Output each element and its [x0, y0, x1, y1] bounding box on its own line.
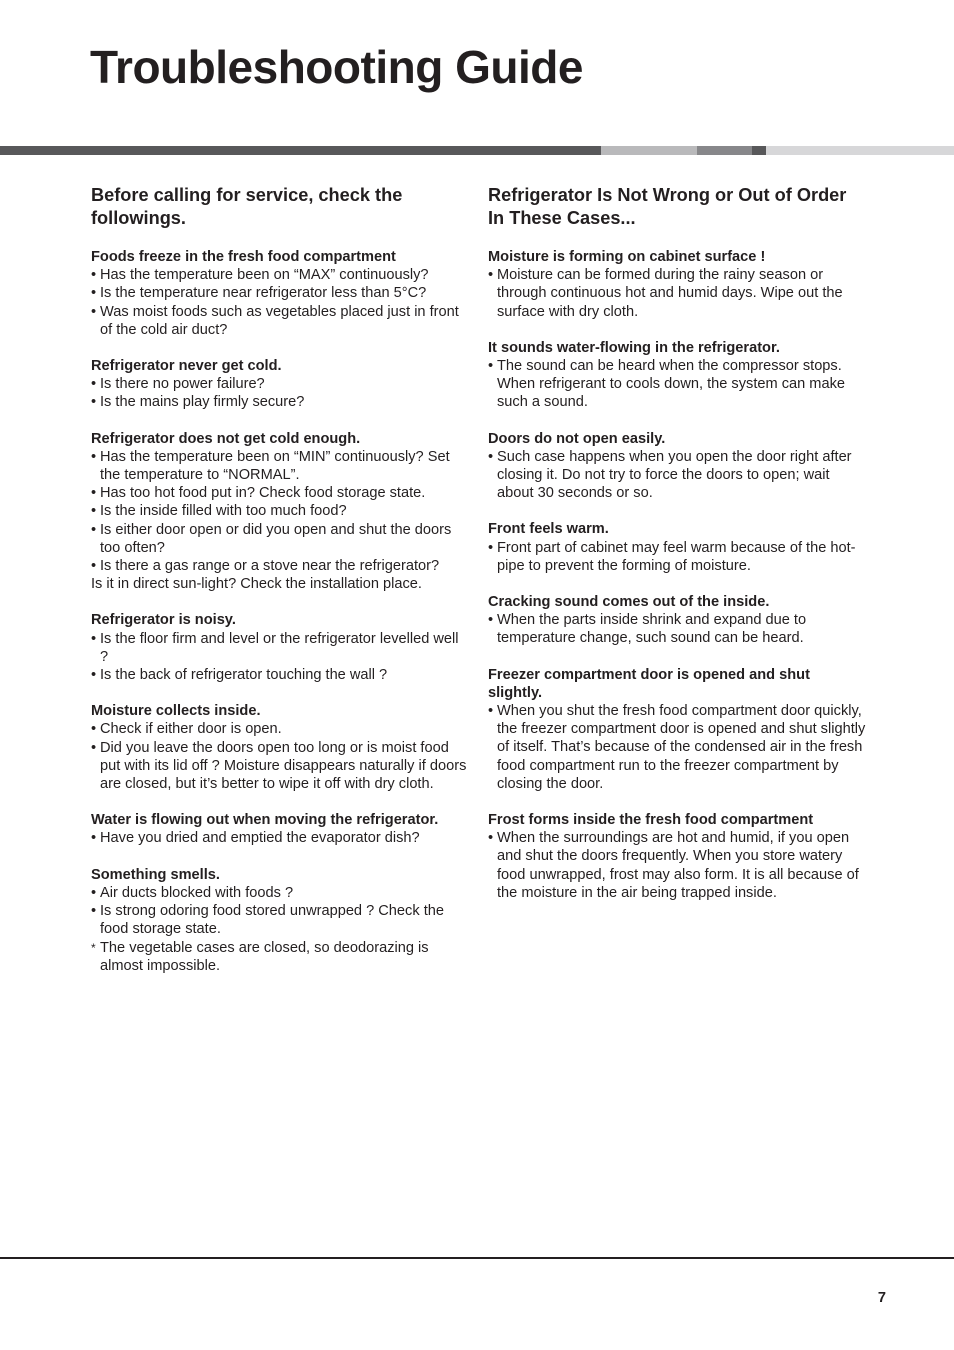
bullet-item	[91, 630, 469, 666]
troubleshooting-section	[488, 520, 866, 575]
bullet-text: The sound can be heard when the compressor stops. When refrigerant to cools down, the system can make such a sound.	[497, 358, 845, 411]
bullet-item	[91, 284, 469, 302]
bullet-text: Did you leave the doors open too long or is moist food put with its lid off ? Moisture disappears naturally if doors are closed, but it’s better to wipe it off with dry cloth.	[100, 739, 467, 793]
bullet-list	[488, 448, 866, 503]
bullet-list	[488, 702, 866, 793]
section-title: Foods freeze in the fresh food compartment	[91, 249, 396, 265]
bullet-marker: •	[91, 503, 97, 520]
bullet-item	[488, 702, 866, 793]
troubleshooting-section	[91, 702, 469, 793]
bullet-list	[91, 630, 469, 685]
bullet-text: When you shut the fresh food compartment door quickly, the freezer compartment door is opened and shut slightly of itself. That’s because of the condensed air in the fresh food compartment run to the freezer compartment by closing the door.	[497, 703, 866, 792]
bullet-item	[91, 557, 469, 575]
bullet-list	[488, 829, 866, 902]
bullet-item	[91, 739, 469, 794]
troubleshooting-section	[488, 430, 866, 503]
left-column	[91, 184, 469, 993]
bullet-text: When the surroundings are hot and humid, if you open and shut the doors frequently. When you store watery food unwrapped, frost may also form. It is all because of the moisture in the air being trapped inside.	[497, 830, 859, 901]
bullet-marker: •	[91, 739, 97, 756]
bullet-marker: •	[91, 830, 97, 847]
section-title: Front feels warm.	[488, 521, 609, 538]
header-rule-segment	[752, 146, 766, 155]
bullet-text: Is the floor firm and level or the refrigerator levelled well ?	[100, 630, 459, 665]
troubleshooting-section	[91, 611, 469, 684]
bullet-marker: •	[488, 612, 494, 629]
bullet-marker: •	[91, 267, 97, 284]
right-sections	[488, 248, 866, 902]
section-title: Cracking sound comes out of the inside.	[488, 594, 770, 611]
bullet-item	[488, 611, 866, 647]
section-title: Doors do not open easily.	[488, 430, 666, 447]
bullet-marker: •	[91, 521, 97, 538]
bullet-list	[488, 539, 866, 575]
bullet-item	[91, 720, 469, 738]
bullet-text: Air ducts blocked with foods ?	[100, 884, 294, 901]
bullet-text: Have you dried and emptied the evaporator dish?	[100, 830, 420, 847]
bullet-item	[488, 357, 866, 412]
bullet-item	[91, 393, 469, 411]
bullet-marker: •	[91, 558, 97, 575]
bullet-item	[91, 448, 469, 484]
page-number: 7	[877, 1290, 886, 1306]
bullet-marker: •	[91, 721, 97, 738]
bullet-item	[91, 484, 469, 502]
section-title: Something smells.	[91, 866, 220, 883]
bullet-marker: •	[91, 884, 97, 901]
header-rule-segment	[601, 146, 697, 155]
bullet-item	[488, 266, 866, 321]
bullet-text: Is the back of refrigerator touching the wall ?	[100, 667, 388, 684]
continuation-text: Is it in direct sun-light? Check the installation place.	[91, 576, 422, 593]
bullet-marker: •	[91, 285, 97, 302]
troubleshooting-section	[91, 866, 469, 975]
bullet-text: Is there no power failure?	[100, 376, 265, 393]
section-title: Moisture collects inside.	[91, 703, 261, 720]
bullet-list	[91, 720, 469, 793]
bullet-list	[91, 829, 469, 847]
bullet-marker: •	[488, 267, 494, 284]
bullet-list	[91, 375, 469, 411]
troubleshooting-section	[91, 430, 469, 594]
asterisk-marker: *	[91, 940, 96, 955]
bullet-text: Such case happens when you open the door right after closing it. Do not try to force the doors to open; wait about 30 seconds or so.	[497, 448, 852, 502]
left-sections	[91, 248, 469, 975]
bullet-item	[488, 448, 866, 503]
bullet-marker: •	[91, 394, 97, 411]
bullet-item	[91, 303, 469, 339]
bullet-text: Has the temperature been on “MAX” continuously?	[100, 267, 429, 284]
footnote-text: The vegetable cases are closed, so deodorazing is almost impossible.	[100, 939, 429, 974]
header-rule-segment	[697, 146, 752, 155]
bullet-item	[91, 884, 469, 902]
bullet-text: When the parts inside shrink and expand due to temperature change, such sound can be heard.	[497, 612, 807, 647]
footnote	[91, 939, 469, 975]
section-title: It sounds water-flowing in the refrigerator.	[488, 339, 780, 356]
section-title: Refrigerator never get cold.	[91, 358, 282, 375]
troubleshooting-section	[91, 811, 469, 847]
troubleshooting-section	[91, 248, 469, 339]
bullet-list	[488, 357, 866, 412]
section-title: Refrigerator does not get cold enough.	[91, 430, 361, 447]
header-rule-segment	[766, 146, 954, 155]
bullet-text: Moisture can be formed during the rainy season or through continuous hot and humid days. Wipe out the surface with dry cloth.	[497, 267, 843, 320]
bullet-marker: •	[488, 358, 494, 375]
right-column	[488, 184, 866, 920]
bullet-item	[91, 266, 469, 284]
bullet-marker: •	[91, 376, 97, 393]
troubleshooting-section	[488, 248, 866, 321]
bullet-list	[488, 611, 866, 647]
right-column-heading: Refrigerator Is Not Wrong or Out of Order In These Cases...	[488, 185, 847, 228]
troubleshooting-section	[488, 666, 866, 793]
bullet-marker: •	[488, 703, 494, 720]
section-title: Moisture is forming on cabinet surface !	[488, 249, 766, 265]
bullet-marker: •	[91, 448, 97, 465]
bullet-marker: •	[91, 903, 97, 920]
page-title: Troubleshooting Guide	[90, 41, 583, 93]
bullet-list	[91, 448, 469, 575]
troubleshooting-section	[488, 593, 866, 648]
section-title: Water is flowing out when moving the refrigerator.	[91, 812, 439, 829]
bullet-item	[91, 502, 469, 520]
bullet-text: Has the temperature been on “MIN” continuously? Set the temperature to “NORMAL”.	[100, 448, 450, 484]
bullet-item	[91, 902, 469, 938]
bullet-item	[488, 539, 866, 575]
bullet-item	[91, 666, 469, 684]
bullet-text: Was moist foods such as vegetables placed just in front of the cold air duct?	[100, 303, 459, 338]
troubleshooting-section	[488, 811, 866, 902]
bullet-item	[91, 375, 469, 393]
section-title: Refrigerator is noisy.	[91, 612, 236, 629]
bullet-text: Front part of cabinet may feel warm because of the hot-pipe to prevent the forming of moisture.	[497, 539, 856, 574]
bullet-text: Is the inside filled with too much food?	[100, 503, 347, 520]
bullet-marker: •	[91, 630, 97, 647]
bullet-list	[91, 884, 469, 939]
bullet-text: Check if either door is open.	[100, 721, 282, 738]
bullet-marker: •	[91, 303, 97, 320]
left-column-heading: Before calling for service, check the followings.	[91, 185, 403, 228]
bullet-item	[488, 829, 866, 902]
bullet-marker: •	[488, 448, 494, 465]
bullet-list	[488, 266, 866, 321]
bullet-item	[91, 829, 469, 847]
bullet-text: Has too hot food put in? Check food storage state.	[100, 485, 426, 502]
header-rule-segment	[0, 146, 601, 155]
bullet-text: Is the mains play firmly secure?	[100, 394, 305, 411]
bullet-marker: •	[488, 539, 494, 556]
footer-rule	[0, 1257, 954, 1259]
bullet-text: Is either door open or did you open and shut the doors too often?	[100, 521, 452, 556]
section-title: Frost forms inside the fresh food compartment	[488, 812, 814, 829]
bullet-item	[91, 521, 469, 557]
bullet-text: Is strong odoring food stored unwrapped ? Check the food storage state.	[100, 903, 444, 938]
troubleshooting-section	[91, 357, 469, 412]
bullet-text: Is the temperature near refrigerator less than 5°C?	[100, 285, 427, 302]
bullet-text: Is there a gas range or a stove near the refrigerator?	[100, 558, 440, 575]
troubleshooting-section	[488, 339, 866, 412]
bullet-marker: •	[488, 830, 494, 847]
bullet-marker: •	[91, 485, 97, 502]
bullet-list	[91, 266, 469, 339]
bullet-marker: •	[91, 667, 97, 684]
section-title: Freezer compartment door is opened and shut slightly.	[488, 666, 810, 701]
